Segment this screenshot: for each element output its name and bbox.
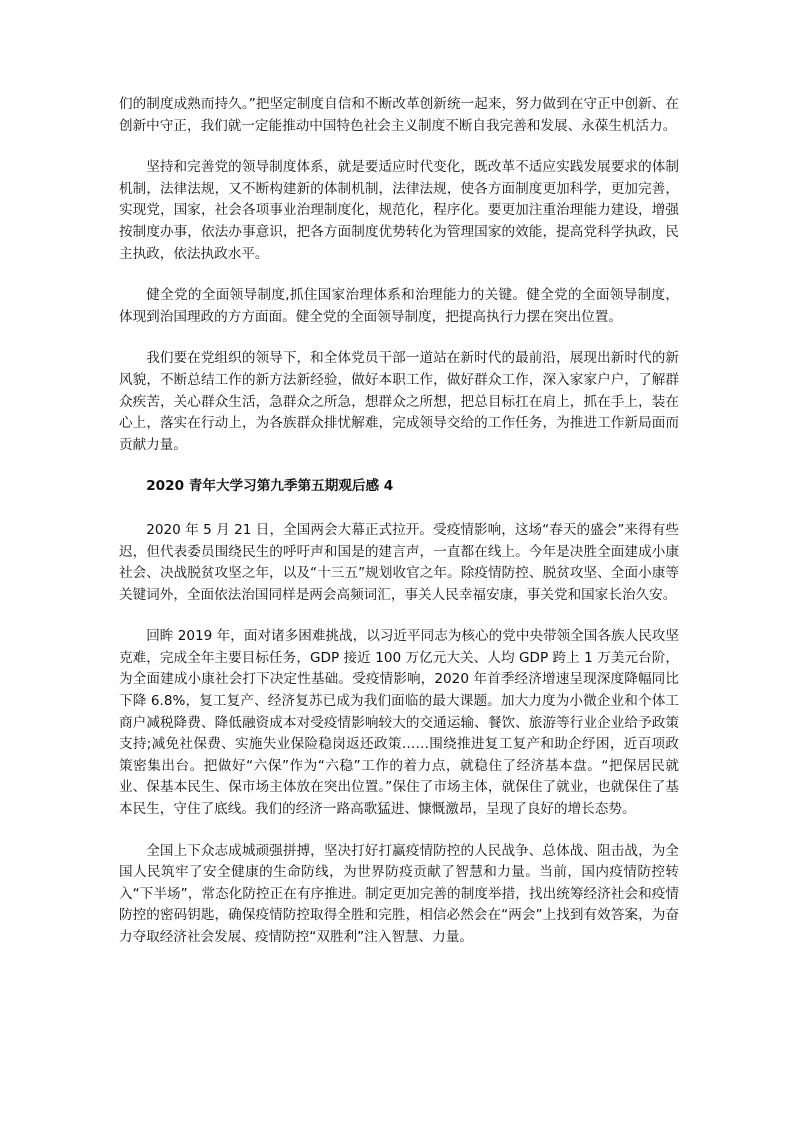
paragraph-two-sessions: 2020 年 5 月 21 日，全国两会大幕正式拉开。受疫情影响，这场“春天的盛会”来得有些迟，但代表委员围绕民生的呼吁声和国是的建言声，一直都在线上。今年是决胜全面建成小康社会、决战脱贫攻坚之年，以及“十三五”规划收官之年。除疫情防控、脱贫攻坚、全面小康等关键词外，全面依法治国同样是两会高频词汇，事关人民幸福安康，事关党和国家长治久安。 xyxy=(119,521,679,603)
paragraph-leadership-key: 健全党的全面领导制度,抓住国家治理体系和治理能力的关键。健全党的全面领导制度，体现到治国理政的方方面面。健全党的全面领导制度，把提高执行力摆在突出位置。 xyxy=(119,287,679,325)
paragraph-party-members: 我们要在党组织的领导下，和全体党员干部一道站在新时代的最前沿，展现出新时代的新风貌，不断总结工作的新方法新经验，做好本职工作，做好群众工作，深入家家户户，了解群众疾苦，关心群众生活，急群众之所急，想群众之所想，把总目标扛在肩上，抓在手上，装在心上，落实在行动上，为各族群众排忧解难，完成领导交给的工作任务，为推进工作新局面而贡献力量。 xyxy=(119,350,679,453)
paragraph-leadership-system: 坚持和完善党的领导制度体系，就是要适应时代变化，既改革不适应实践发展要求的体制机制，法律法规，又不断构建新的体制机制，法律法规，使各方面制度更加科学，更加完善，实现党，国家，社会各项事业治理制度化，规范化，程序化。要更加注重治理能力建设，增强按制度办事，依法办事意识，把各方面制度优势转化为管理国家的效能，提高党科学执政，民主执政，依法执政水平。 xyxy=(119,159,679,262)
paragraph-epidemic: 全国上下众志成城顽强拼搏，坚决打好打赢疫情防控的人民战争、总体战、阻击战，为全国人民筑牢了安全健康的生命防线，为世界防疫贡献了智慧和力量。当前，国内疫情防控转入“下半场”，常态化防控正在有序推进。制定更加完善的制度举措，找出统筹经济社会和疫情防控的密码钥匙，确保疫情防控取得全胜和完胜，相信必然会在“两会”上找到有效答案，为奋力夺取经济社会发展、疫情防控“双胜利”注入智慧、力量。 xyxy=(119,842,679,945)
paragraph-economy: 回眸 2019 年，面对诸多困难挑战，以习近平同志为核心的党中央带领全国各族人民攻坚克难，完成全年主要目标任务，GDP 接近 100 万亿元大关、人均 GDP 跨上 1 万美元台阶，为全面建成小康社会打下决定性基础。受疫情影响，2020 年首季经济增速呈现深度降幅同比下降 6.8%，复工复产、经济复苏已成为我们面临的最大课题。加大力度为小微企业和个体工商户减税降费、降低融资成本对受疫情影响较大的交通运输、餐饮、旅游等行业企业给予政策支持;减免社保费、实施失业保险稳岗返还政策……围绕推进复工复产和助企纾困，近百项政策密集出台。把做好“六保”作为“六稳”工作的着力点，就稳住了经济基本盘。“把保居民就业、保基本民生、保市场主体放在突出位置。”保住了市场主体，就保住了就业，也就保住了基本民生，守住了底线。我们的经济一路高歌猛进、慷慨激昂，呈现了良好的增长态势。 xyxy=(119,628,679,818)
section-heading: 2020 青年大学习第九季第五期观后感 4 xyxy=(146,478,394,495)
paragraph-continuation: 们的制度成熟而持久。”把坚定制度自信和不断改革创新统一起来，努力做到在守正中创新、在创新中守正，我们就一定能推动中国特色社会主义制度不断自我完善和发展、永葆生机活力。 xyxy=(119,96,679,134)
document-page xyxy=(119,94,679,969)
